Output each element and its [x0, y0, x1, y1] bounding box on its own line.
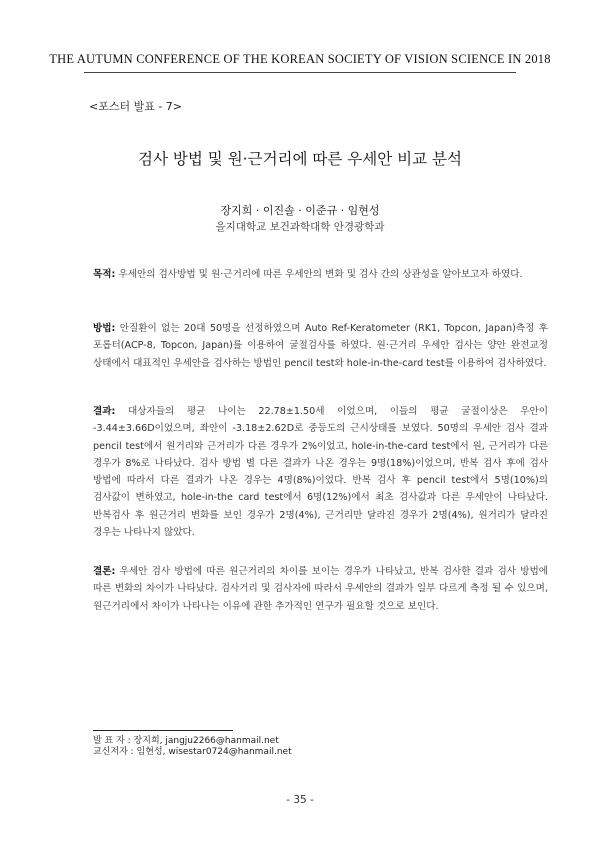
method-text: 안질환이 없는 20대 50명을 선정하였으며 Auto Ref-Keratometer (RK1, Topcon, Japan)측정 후 포롭터(ACP-8, Topcon, Japan)를 이용하여 굴절검사를 하였다. 원·근거리 우세안 검사는 양안 완전교정 상태에서 대표적인 우세안을 검사하는 방법인 pencil test와 hole-in-the-card test를 이용하여 검사하였다.	[93, 323, 548, 369]
author-list: 장지희 · 이진솔 · 이준규 · 임현성	[220, 204, 380, 217]
purpose-text: 우세안의 검사방법 및 원·근거리에 따른 우세안의 변화 및 검사 간의 상관성을 알아보고자 하였다.	[115, 269, 523, 280]
conclusion-text: 우세안 검사 방법에 따른 원근거리의 차이를 보이는 경우가 나타났고, 반복 검사한 결과 검사 방법에 따른 변화의 차이가 나타났다. 검사거리 및 검사자에 따라서 우세안의 결과가 일부 다르게 측정 될 수 있으며, 원근거리에서 차이가 나타나는 이유에 관한 추가적인 연구가 필요할 것으로 보인다.	[93, 566, 548, 612]
conclusion-heading: 결론:	[93, 566, 116, 577]
purpose-heading: 목적:	[93, 269, 116, 280]
affiliation: 을지대학교 보건과학대학 안경광학과	[215, 221, 385, 233]
paper-title: 검사 방법 및 원·근거리에 따른 우세안 비교 분석	[138, 150, 462, 168]
conclusion-section	[93, 563, 548, 615]
result-heading: 결과:	[93, 406, 116, 417]
presenter-footnote: 발 표 자 : 장지희, jangju2266@hanmail.net	[93, 736, 279, 746]
purpose-section	[93, 266, 548, 283]
footnote-divider	[93, 730, 233, 731]
header-divider	[84, 72, 516, 73]
method-heading: 방법:	[93, 323, 116, 334]
method-section	[93, 320, 548, 372]
result-section	[93, 403, 548, 541]
poster-label: <포스터 발표 - 7>	[89, 100, 183, 113]
page-number: - 35 -	[286, 794, 314, 806]
conference-header: THE AUTUMN CONFERENCE OF THE KOREAN SOCIETY OF VISION SCIENCE IN 2018	[49, 52, 551, 66]
corresponding-author-footnote: 교신저자 : 임현성, wisestar0724@hanmail.net	[93, 747, 292, 757]
result-text: 대상자들의 평균 나이는 22.78±1.50세 이었으며, 이들의 평균 굴절이상은 우안이 -3.44±3.66D이었으며, 좌안이 -3.18±2.62D로 중등도의 근시상태를 보였다. 50명의 우세안 검사 결과 pencil test에서 원거리와 근거리가 다른 경우가 2%이었고, hole-in-the-card test에서 원, 근거리가 다른 경우가 8%로 나타났다. 검사 방법 별 다른 결과가 나온 경우는 9명(18%)이었으며, 반복 검사 후에 검사 방법에 따라서 다른 결과가 나온 경우는 4명(8%)이었다. 반복 검사 후 pencil test에서 5명(10%)의 검사값이 변하였고, hole-in-the card test에서 6명(12%)에서 최초 검사값과 다른 우세안이 나타났다. 반복검사 후 원근거리 변화를 보인 경우가 2명(4%), 근거리만 달라진 경우가 2명(4%), 원거리가 달라진 경우는 나타나지 않았다.	[93, 406, 548, 539]
